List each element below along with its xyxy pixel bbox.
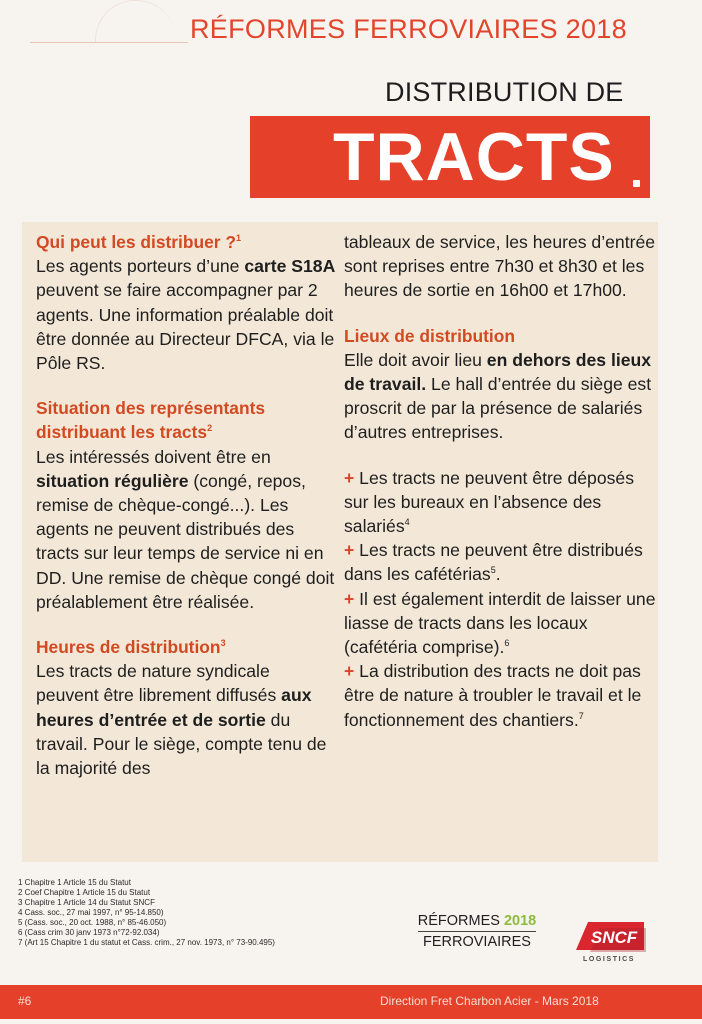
sncf-logo-text: SNCF: [590, 928, 638, 947]
headline-line1: DISTRIBUTION DE: [385, 77, 624, 107]
decorative-arch: [95, 0, 176, 43]
reformes-brand: RÉFORMES 2018 FERROVIAIRES: [417, 913, 537, 950]
bullet-item: + La distribution des tracts ne doit pas être de nature à troubler le travail et le fonctionnement des chantiers.$^7$: [344, 661, 642, 730]
footnote: 2 Coef Chapitre 1 Article 15 du Statut: [18, 888, 151, 897]
right-column: [344, 230, 656, 732]
plus-icon: +: [344, 661, 355, 682]
footnote: 5 (Cass. soc., 20 oct. 1988, n° 85-46.050): [18, 918, 167, 927]
footnote: 4 Cass. soc., 27 mai 1997, n° 95-14.850): [18, 908, 164, 917]
page-number: #6: [18, 994, 32, 1008]
left-column: [36, 230, 336, 780]
plus-icon: +: [344, 588, 355, 609]
plus-icon: +: [344, 540, 355, 561]
bullet-item: + Il est également interdit de laisser une liasse de tracts dans les locaux (cafétéria comprise).$^6$: [344, 588, 656, 658]
footnotes: [18, 878, 378, 948]
footnote: 3 Chapitre 1 Article 14 du Statut SNCF: [18, 898, 155, 907]
bullet-item: + Les tracts ne peuvent être distribués dans les cafétérias$^5$.: [344, 540, 643, 585]
section-heading: Qui peut les distribuer ?$^1$: [36, 232, 242, 252]
sncf-logo-subtitle: LOGISTICS: [582, 956, 636, 963]
bullet-item: + Les tracts ne peuvent être déposés sur les bureaux en l’absence des salariés$^4$: [344, 467, 635, 537]
footer-info: Direction Fret Charbon Acier - Mars 2018: [380, 994, 599, 1008]
section-body: Les tracts de nature syndicale peuvent être librement diffusés aux heures d’entrée et de sortie du travail. Pour le siège, compte tenu de la majorité des: [36, 661, 327, 779]
headline-main: TRACTS: [333, 119, 615, 195]
section-body: Les agents porteurs d’une carte S18A peuvent se faire accompagner par 2 agents. Une information préalable doit être donnée au Directeur DFCA, via le Pôle RS.: [36, 256, 336, 374]
footnote: 6 (Cass crim 30 janv 1973 n°72-92.034): [18, 928, 160, 937]
header-rule: [30, 42, 188, 43]
section-heading: Lieux de distribution: [344, 325, 516, 346]
section-body: Les intéressés doivent être en situation régulière (congé, repos, remise de chèque-congé...). Les agents ne peuvent distribués des tracts sur leur temps de service ni en DD. Une remise de chèque congé doit préalablement être réalisée.: [36, 446, 335, 612]
section-body: tableaux de service, les heures d’entrée sont reprises entre 7h30 et 8h30 et les heures de sortie en 16h00 et 17h00.: [344, 232, 656, 301]
footnote: 7 (Art 15 Chapitre 1 du statut et Cass. crim., 27 nov. 1973, n° 73-90.495): [18, 938, 275, 947]
plus-icon: +: [344, 467, 355, 488]
section-body: Elle doit avoir lieu en dehors des lieux de travail. Le hall d’entrée du siège est proscrit de par la présence de salariés d’autres entreprises.: [344, 349, 652, 443]
section-heading: Heures de distribution$^3$: [36, 637, 226, 658]
section-heading: Situation des représentants distribuant les tracts$^2$: [36, 398, 266, 443]
footnote: 1 Chapitre 1 Article 15 du Statut: [18, 878, 131, 887]
headline-dot: [633, 180, 640, 187]
series-title: RÉFORMES FERROVIAIRES 2018: [190, 14, 627, 44]
sncf-logo: [570, 912, 648, 962]
